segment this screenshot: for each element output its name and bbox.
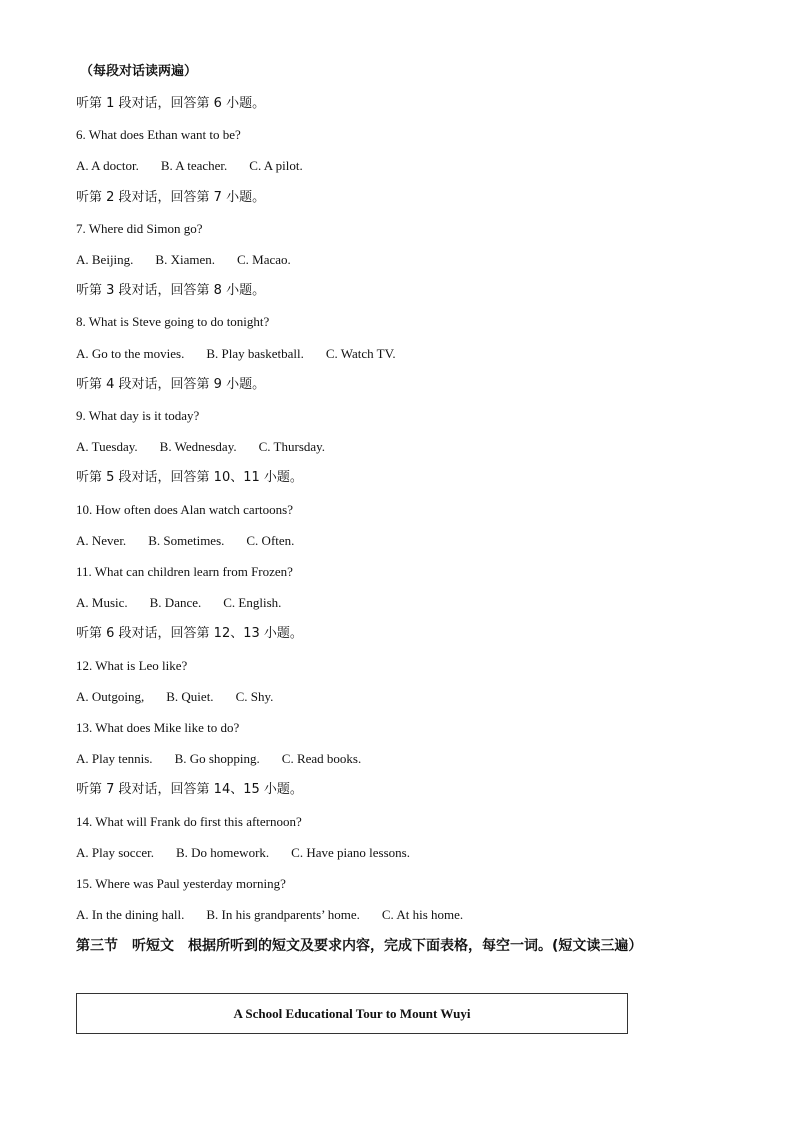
options-row [76, 532, 294, 550]
dialogue-instruction: 听第 3 段对话，回答第 8 小题。 [76, 283, 266, 299]
answer-option: B. Sometimes. [148, 532, 225, 548]
answer-option: B. Wednesday. [159, 439, 237, 455]
options-row [76, 906, 463, 924]
dialogue-instruction: 听第 1 段对话，回答第 6 小题。 [76, 96, 266, 111]
answer-option: C. Watch TV. [325, 345, 396, 361]
options-row [76, 438, 325, 456]
answer-option: A. Go to the movies. [76, 345, 185, 361]
answer-option: C. Often. [246, 532, 295, 548]
options-row [76, 157, 303, 175]
dialogue-instruction: 听第 2 段对话，回答第 7 小题。 [76, 189, 266, 205]
question-text: 15. Where was Paul yesterday morning? [76, 876, 286, 891]
section-3-title: 第三节 听短文 根据所听到的短文及要求内容，完成下面表格，每空一词。(短文读三遍） [76, 938, 643, 954]
dialogue-instruction: 听第 6 段对话，回答第 12、13 小题。 [76, 626, 303, 642]
answer-option: B. Play basketball. [206, 345, 304, 361]
dialogue-instruction: 听第 5 段对话，回答第 10、11 小题。 [76, 470, 303, 486]
dialogue-instruction: 听第 7 段对话，回答第 14、15 小题。 [76, 782, 303, 798]
answer-option: B. A teacher. [160, 158, 228, 174]
answer-option: C. Thursday. [258, 439, 326, 455]
answer-option: B. Do homework. [175, 844, 270, 860]
header-note: （每段对话读两遍） [80, 64, 198, 79]
answer-option: C. A pilot. [249, 158, 303, 174]
tour-table [76, 993, 628, 1034]
answer-option: C. Macao. [237, 252, 291, 267]
tour-table-title: A School Educational Tour to Mount Wuyi [233, 1005, 471, 1021]
options-row [76, 594, 281, 612]
answer-option: B. Quiet. [166, 688, 214, 704]
options-row [76, 688, 273, 706]
answer-option: A. In the dining hall. [76, 907, 185, 923]
answer-option: A. Music. [76, 595, 128, 611]
answer-option: B. In his grandparents’ home. [206, 907, 360, 923]
options-row [76, 750, 361, 768]
answer-option: A. Never. [76, 532, 127, 548]
options-row [76, 345, 396, 363]
answer-option: A. Play tennis. [76, 751, 153, 767]
answer-option: B. Dance. [149, 595, 202, 611]
question-text: 13. What does Mike like to do? [76, 720, 240, 735]
options-row [76, 844, 410, 862]
question-text: 11. What can children learn from Frozen? [76, 564, 293, 579]
answer-option: B. Go shopping. [174, 751, 260, 767]
answer-option: A. Play soccer. [76, 844, 154, 860]
answer-option: A. Outgoing, [76, 688, 145, 704]
options-row [76, 251, 291, 269]
question-text: 10. How often does Alan watch cartoons? [76, 501, 293, 517]
dialogue-instruction: 听第 4 段对话，回答第 9 小题。 [76, 376, 266, 392]
answer-option: C. Have piano lessons. [291, 844, 410, 860]
answer-option: A. Tuesday. [76, 439, 138, 455]
answer-option: B. Xiamen. [155, 252, 215, 267]
answer-option: A. A doctor. [76, 158, 139, 174]
answer-option: C. English. [223, 595, 282, 611]
question-text: 6. What does Ethan want to be? [76, 127, 241, 143]
question-text: 14. What will Frank do first this afternoon? [76, 813, 302, 829]
question-text: 8. What is Steve going to do tonight? [76, 314, 270, 330]
answer-option: C. At his home. [381, 907, 464, 923]
question-text: 12. What is Leo like? [76, 657, 188, 673]
answer-option: C. Read books. [281, 751, 362, 767]
answer-option: A. Beijing. [76, 252, 134, 267]
answer-option: C. Shy. [235, 688, 274, 704]
question-text: 9. What day is it today? [76, 408, 200, 423]
question-text: 7. Where did Simon go? [76, 220, 203, 236]
